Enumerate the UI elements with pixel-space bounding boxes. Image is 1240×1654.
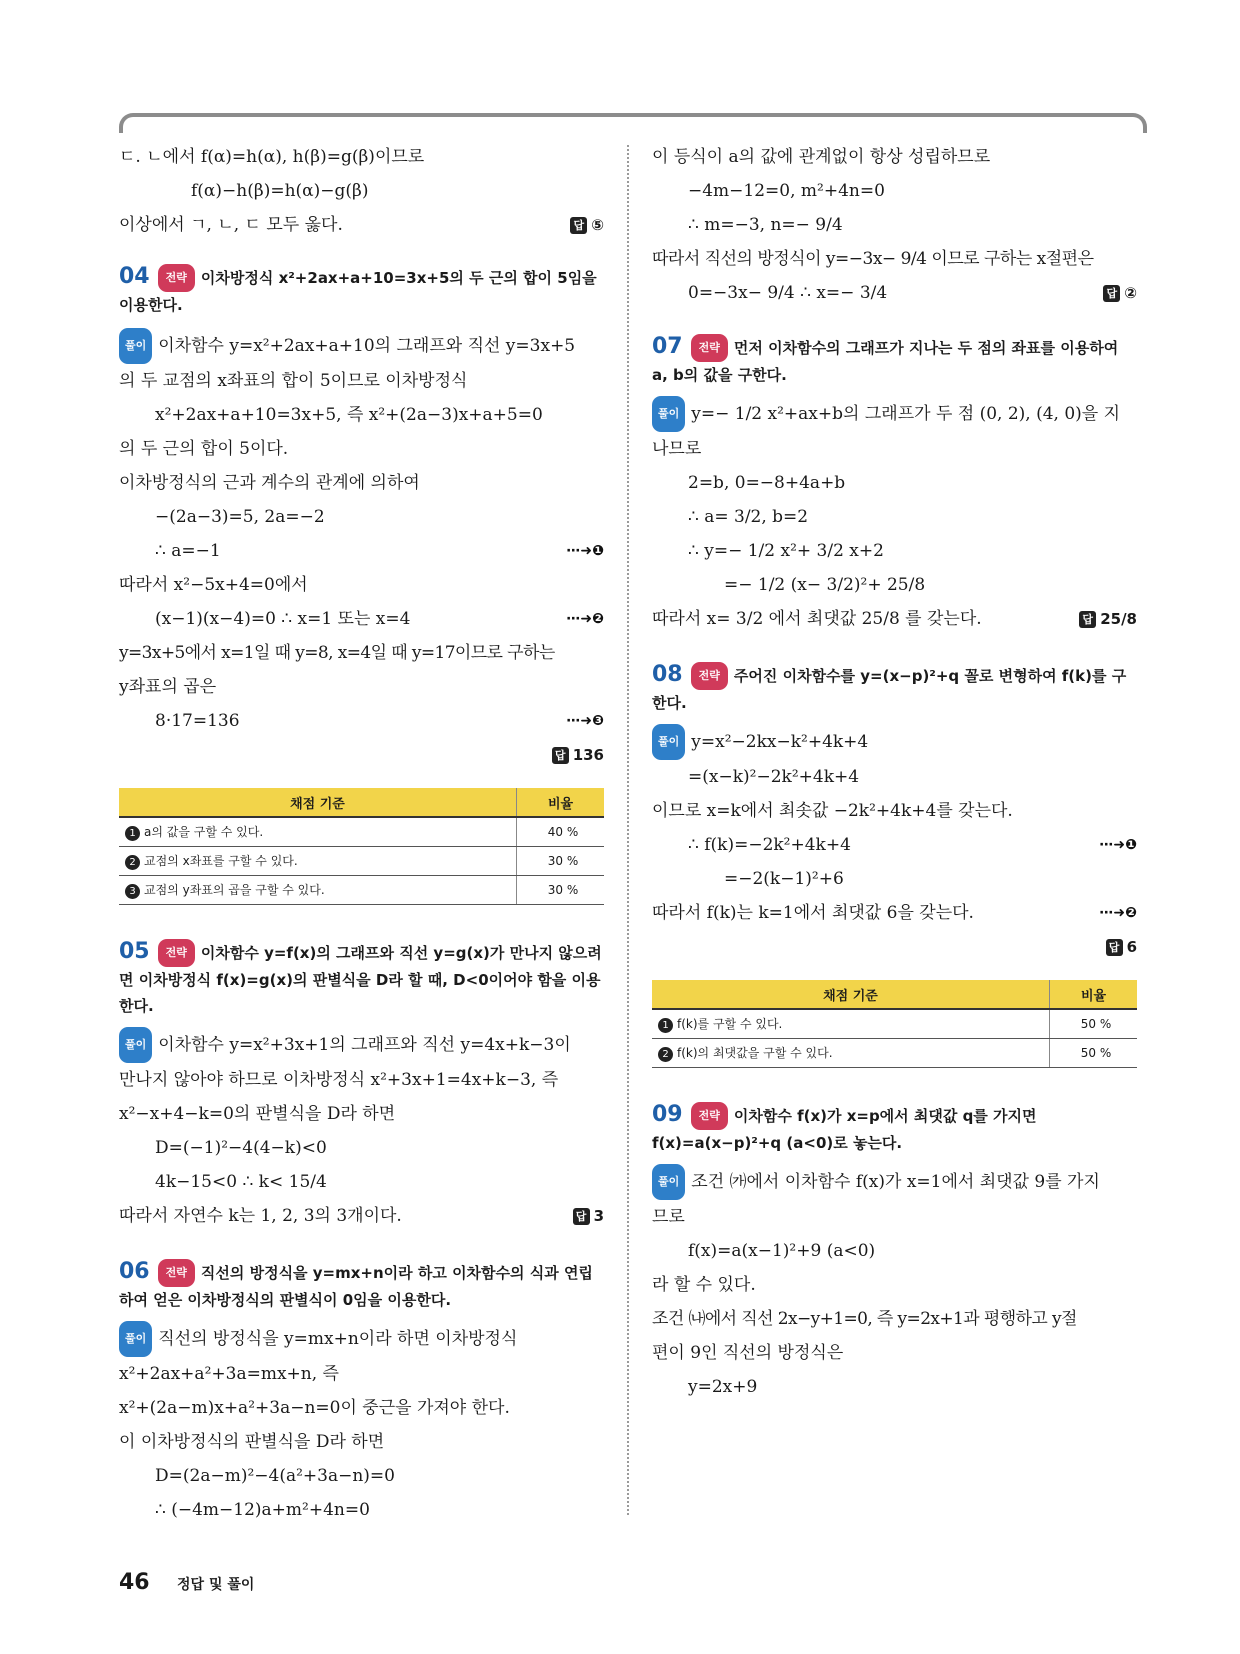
equation <box>119 602 604 636</box>
answer <box>1079 602 1137 636</box>
table-header-row <box>119 788 604 817</box>
answer-value: 25/8 <box>1100 610 1137 628</box>
answer <box>552 746 604 764</box>
table-cell <box>652 1039 1050 1068</box>
equation: f(x)=a(x−1)²+9 (a<0) <box>688 1241 876 1261</box>
strategy-text: 이차함수 f(x)가 x=p에서 최댓값 q를 가지면 f(x)=a(x−p)²+q (a<0)로 놓는다. <box>652 1107 1037 1152</box>
text: 이상에서 ㄱ, ㄴ, ㄷ 모두 옳다. <box>119 215 343 235</box>
text-line <box>119 328 604 364</box>
table-row <box>652 1009 1137 1039</box>
footer-label: 정답 및 풀이 <box>177 1577 255 1593</box>
table-row <box>119 876 604 905</box>
equation: D=(−1)²−4(4−k)<0 <box>155 1138 327 1158</box>
equation: =(x−k)²−2k²+4k+4 <box>688 767 860 787</box>
text-line <box>652 602 1137 636</box>
table-cell: 50 % <box>1050 1009 1138 1039</box>
text-line <box>652 1164 1137 1200</box>
solution-tag: 풀이 <box>652 396 685 432</box>
text: ∴ f(k)=−2k²+4k+4 <box>688 835 851 855</box>
text-line <box>119 208 604 242</box>
text-line <box>652 396 1137 432</box>
strategy-tag: 전략 <box>691 1102 728 1130</box>
text-line: y=3x+5에서 x=1일 때 y=8, x=4일 때 y=17이므로 구하는 <box>119 643 555 663</box>
answer-value: 136 <box>572 746 604 764</box>
arrow-icon: ⋯➜ <box>1099 837 1126 853</box>
strategy-tag: 전략 <box>691 334 728 362</box>
answer-line <box>119 738 604 772</box>
problem-04-header <box>119 264 604 318</box>
problem-number: 07 <box>652 334 683 359</box>
text-line: 이 등식이 a의 값에 관계없이 항상 성립하므로 <box>652 147 991 167</box>
text: y=− 1/2 x²+ax+b의 그래프가 두 점 (0, 2), (4, 0)을 지 <box>691 404 1121 424</box>
strategy-text: 직선의 방정식을 y=mx+n이라 하고 이차함수의 식과 연립하여 얻은 이차방정식의 판별식이 0임을 이용한다. <box>119 1264 593 1309</box>
text-line: 따라서 x²−5x+4=0에서 <box>119 575 308 595</box>
table-row <box>119 847 604 876</box>
step-number: ❷ <box>1125 905 1137 921</box>
equation <box>119 704 604 738</box>
table-cell <box>119 876 517 905</box>
text-line <box>119 1027 604 1063</box>
text: 따라서 자연수 k는 1, 2, 3의 3개이다. <box>119 1206 402 1226</box>
answer-value: ⑤ <box>591 216 604 234</box>
strategy-tag: 전략 <box>158 264 195 292</box>
right-column <box>652 140 1137 1404</box>
equation: 4k−15<0 ∴ k< 15/4 <box>155 1172 327 1192</box>
cell-text: a의 값을 구할 수 있다. <box>144 825 264 839</box>
equation: ∴ (−4m−12)a+m²+4n=0 <box>155 1500 370 1520</box>
problem-number: 05 <box>119 939 150 964</box>
text: 직선의 방정식을 y=mx+n이라 하면 이차방정식 <box>158 1329 518 1349</box>
text-line <box>652 724 1137 760</box>
problem-08-header <box>652 662 1137 716</box>
arrow-icon: ⋯➜ <box>566 611 593 627</box>
equation: y=2x+9 <box>688 1377 758 1397</box>
problem-number: 06 <box>119 1259 150 1284</box>
answer-icon: 답 <box>1103 285 1120 302</box>
answer <box>1103 276 1137 310</box>
table-header: 채점 기준 <box>652 980 1050 1009</box>
text: ∴ a=−1 <box>155 541 221 561</box>
answer-value: 3 <box>593 1207 604 1225</box>
equation: −4m−12=0, m²+4n=0 <box>688 181 885 201</box>
problem-09-header <box>652 1102 1137 1156</box>
cell-text: 교점의 x좌표를 구할 수 있다. <box>144 854 298 868</box>
step-marker <box>1099 828 1137 862</box>
step-marker <box>566 534 604 568</box>
arrow-icon: ⋯➜ <box>566 713 593 729</box>
strategy-tag: 전략 <box>691 662 728 690</box>
table-cell <box>119 817 517 847</box>
step-number: 3 <box>125 884 140 899</box>
step-number: ❶ <box>592 543 604 559</box>
problem-07-header <box>652 334 1137 388</box>
text: 0=−3x− 9/4 ∴ x=− 3/4 <box>688 283 888 303</box>
text-line: 의 두 근의 합이 5이다. <box>119 439 289 459</box>
table-header: 비율 <box>517 788 605 817</box>
column-divider <box>627 145 629 1515</box>
equation: ∴ a= 3/2, b=2 <box>688 507 809 527</box>
solution-tag: 풀이 <box>119 1027 152 1063</box>
equation: x²+2ax+a+10=3x+5, 즉 x²+(2a−3)x+a+5=0 <box>155 405 543 425</box>
table-cell: 30 % <box>517 847 605 876</box>
problem-number: 08 <box>652 662 683 687</box>
equation: x²+(2a−m)x+a²+3a−n=0이 중근을 가져야 한다. <box>119 1398 510 1418</box>
text: 따라서 x= 3/2 에서 최댓값 25/8 를 갖는다. <box>652 609 982 629</box>
step-number: ❷ <box>592 611 604 627</box>
text-line: 라 할 수 있다. <box>652 1275 756 1295</box>
text-line: 이차방정식의 근과 계수의 관계에 의하여 <box>119 473 420 493</box>
solution-tag: 풀이 <box>652 724 685 760</box>
equation: D=(2a−m)²−4(a²+3a−n)=0 <box>155 1466 395 1486</box>
text-line <box>119 1199 604 1233</box>
problem-number: 04 <box>119 264 150 289</box>
equation: =−2(k−1)²+6 <box>724 869 844 889</box>
step-marker <box>566 704 604 738</box>
table-cell: 40 % <box>517 817 605 847</box>
grading-table <box>652 980 1137 1068</box>
problem-05-header <box>119 939 604 1019</box>
text-line: 므로 <box>652 1207 685 1227</box>
solution-tag: 풀이 <box>119 328 152 364</box>
cell-text: 교점의 y좌표의 곱을 구할 수 있다. <box>144 883 325 897</box>
page-number: 46 <box>119 1570 150 1595</box>
text: 따라서 f(k)는 k=1에서 최댓값 6을 갖는다. <box>652 903 974 923</box>
table-header-row <box>652 980 1137 1009</box>
equation: 2=b, 0=−8+4a+b <box>688 473 846 493</box>
text: 8·17=136 <box>155 711 240 731</box>
equation <box>652 828 1137 862</box>
answer-value: 6 <box>1126 938 1137 956</box>
answer-line <box>652 930 1137 964</box>
strategy-text: 먼저 이차함수의 그래프가 지나는 두 점의 좌표를 이용하여 a, b의 값을 구한다. <box>652 339 1119 384</box>
step-marker <box>1099 896 1137 930</box>
answer-icon: 답 <box>1079 611 1096 628</box>
text-line: f(α)−h(β)=h(α)−g(β) <box>191 181 369 201</box>
text-line: 조건 ㈏에서 직선 2x−y+1=0, 즉 y=2x+1과 평행하고 y절 <box>652 1309 1077 1329</box>
text: 이차함수 y=x²+2ax+a+10의 그래프와 직선 y=3x+5 <box>158 336 576 356</box>
problem-number: 09 <box>652 1102 683 1127</box>
cell-text: f(k)를 구할 수 있다. <box>677 1017 783 1031</box>
left-column <box>119 140 604 1527</box>
arrow-icon: ⋯➜ <box>566 543 593 559</box>
equation: −(2a−3)=5, 2a=−2 <box>155 507 325 527</box>
table-cell: 50 % <box>1050 1039 1138 1068</box>
table-header: 비율 <box>1050 980 1138 1009</box>
text-line: 만나지 않아야 하므로 이차방정식 x²+3x+1=4x+k−3, 즉 <box>119 1070 559 1090</box>
solution-tag: 풀이 <box>119 1321 152 1357</box>
strategy-text: 이차방정식 x²+2ax+a+10=3x+5의 두 근의 합이 5임을 이용한다. <box>119 269 597 314</box>
strategy-text: 이차함수 y=f(x)의 그래프와 직선 y=g(x)가 만나지 않으려면 이차방정식 f(x)=g(x)의 판별식을 D라 할 때, D<0이어야 함을 이용한다. <box>119 944 602 1015</box>
text-line <box>119 1321 604 1357</box>
answer <box>570 208 604 242</box>
table-cell <box>652 1009 1050 1039</box>
text: 이차함수 y=x²+3x+1의 그래프와 직선 y=4x+k−3이 <box>158 1035 571 1055</box>
grading-table <box>119 788 604 905</box>
text: 조건 ㈎에서 이차함수 f(x)가 x=1에서 최댓값 9를 가지 <box>691 1172 1100 1192</box>
answer <box>1106 938 1137 956</box>
text: y=x²−2kx−k²+4k+4 <box>691 732 869 752</box>
step-number: 1 <box>658 1018 673 1033</box>
arrow-icon: ⋯➜ <box>1099 905 1126 921</box>
text-line: 따라서 직선의 방정식이 y=−3x− 9/4 이므로 구하는 x절편은 <box>652 249 1094 269</box>
equation: x²+2ax+a²+3a=mx+n, 즉 <box>119 1364 339 1384</box>
text-line: 이 이차방정식의 판별식을 D라 하면 <box>119 1432 385 1452</box>
text-line: 나므로 <box>652 439 702 459</box>
text-line: 의 두 교점의 x좌표의 합이 5이므로 이차방정식 <box>119 371 468 391</box>
strategy-tag: 전략 <box>158 939 195 967</box>
step-marker <box>566 602 604 636</box>
answer-icon: 답 <box>552 747 569 764</box>
step-number: ❸ <box>592 713 604 729</box>
strategy-tag: 전략 <box>158 1259 195 1287</box>
table-header: 채점 기준 <box>119 788 517 817</box>
equation: ∴ m=−3, n=− 9/4 <box>688 215 843 235</box>
solution-tag: 풀이 <box>652 1164 685 1200</box>
answer-value: ② <box>1124 284 1137 302</box>
table-cell: 30 % <box>517 876 605 905</box>
text-line: x²−x+4−k=0의 판별식을 D라 하면 <box>119 1104 396 1124</box>
step-number: ❶ <box>1125 837 1137 853</box>
cell-text: f(k)의 최댓값을 구할 수 있다. <box>677 1046 833 1060</box>
answer-icon: 답 <box>570 217 587 234</box>
equation <box>652 276 1137 310</box>
text-line: ㄷ. ㄴ에서 f(α)=h(α), h(β)=g(β)이므로 <box>119 147 425 167</box>
step-number: 1 <box>125 826 140 841</box>
text-line <box>652 896 1137 930</box>
strategy-text: 주어진 이차함수를 y=(x−p)²+q 꼴로 변형하여 f(k)를 구한다. <box>652 667 1127 712</box>
table-cell <box>119 847 517 876</box>
answer-icon: 답 <box>573 1208 590 1225</box>
text-line: 편이 9인 직선의 방정식은 <box>652 1343 844 1363</box>
problem-06-header <box>119 1259 604 1313</box>
equation: ∴ y=− 1/2 x²+ 3/2 x+2 <box>688 541 884 561</box>
table-row <box>652 1039 1137 1068</box>
page-footer <box>119 1570 254 1595</box>
step-number: 2 <box>658 1047 673 1062</box>
text-line: 이므로 x=k에서 최솟값 −2k²+4k+4를 갖는다. <box>652 801 1013 821</box>
step-number: 2 <box>125 855 140 870</box>
table-row <box>119 817 604 847</box>
answer-icon: 답 <box>1106 939 1123 956</box>
answer <box>573 1199 604 1233</box>
text-line: y좌표의 곱은 <box>119 677 217 697</box>
text: (x−1)(x−4)=0 ∴ x=1 또는 x=4 <box>155 609 411 629</box>
equation: =− 1/2 (x− 3/2)²+ 25/8 <box>724 575 926 595</box>
equation <box>119 534 604 568</box>
top-border <box>119 113 1147 133</box>
